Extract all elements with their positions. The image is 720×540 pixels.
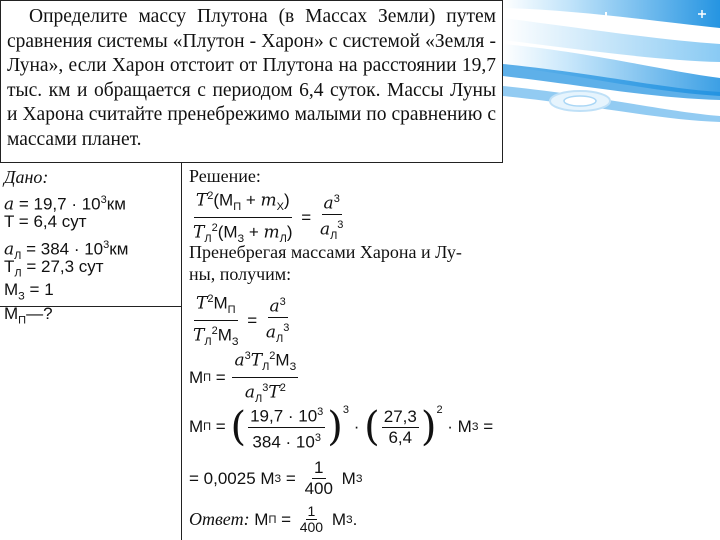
problem-text: Определите массу Плутона (в Массах Земли) путем сравнения системы «Плутон - Харон» с системой «Земля - Луна», если Харон отстоит от Плутона на расстоянии 19,7 тыс. км и обращается с периодом 6,4 суток. Массы Луны и Харона считайте пренебрежимо малыми по сравнению с массами планет. bbox=[7, 6, 496, 150]
given-section bbox=[4, 166, 180, 326]
given-find: $M_П—$? bbox=[4, 304, 53, 327]
given-solution-divider bbox=[181, 163, 182, 540]
neglect-line-2: ны, получим: bbox=[189, 264, 292, 284]
answer-label: Ответ: bbox=[189, 509, 250, 529]
solution-label: Решение: bbox=[189, 166, 261, 186]
answer-line: Ответ: M П = $\frac{1}{400}$ M З . bbox=[189, 503, 358, 535]
given-tl: $T_Л = 27,3$ сут bbox=[4, 257, 104, 280]
given-al: $a_Л = 384 \cdot 10^3км$ bbox=[4, 238, 129, 262]
given-label: Дано: bbox=[4, 167, 49, 187]
given-t: T = 6,4 сут bbox=[4, 212, 87, 231]
equation-result: = 0,0025 M З = $\frac{1}{400}$ M З bbox=[189, 458, 363, 498]
problem-statement bbox=[0, 0, 503, 163]
equation-numeric: M П = ( $\frac{19,7 \cdot 10^3}{384 \cdot 10^3}$ ) $^3$ · ( $\frac{27,3}{6,4}$ ) $^2$ · M З = bbox=[189, 404, 494, 452]
equation-kepler-simplified: $\frac{T^2M_П}{T_Л^2M_З}$ = $\frac{a^3}{a_Л^3}$ bbox=[189, 289, 293, 352]
given-mz: $M_З = 1$ bbox=[4, 279, 54, 302]
equation-kepler-full: $\frac{T^2(M_П + m_Х)}{T_Л^2(M_З + m_Л)}$ = $\frac{a^3}{a_Л^3}$ bbox=[189, 186, 347, 249]
given-a: $a = 19,7 \cdot 10^3км$ bbox=[4, 193, 126, 215]
neglect-line-1: Пренебрегая массами Харона и Лу- bbox=[189, 242, 462, 262]
equation-mass-expression: M П = $\frac{a^3T_Л^2M_З}{a_Л^3T^2}$ bbox=[189, 346, 300, 409]
